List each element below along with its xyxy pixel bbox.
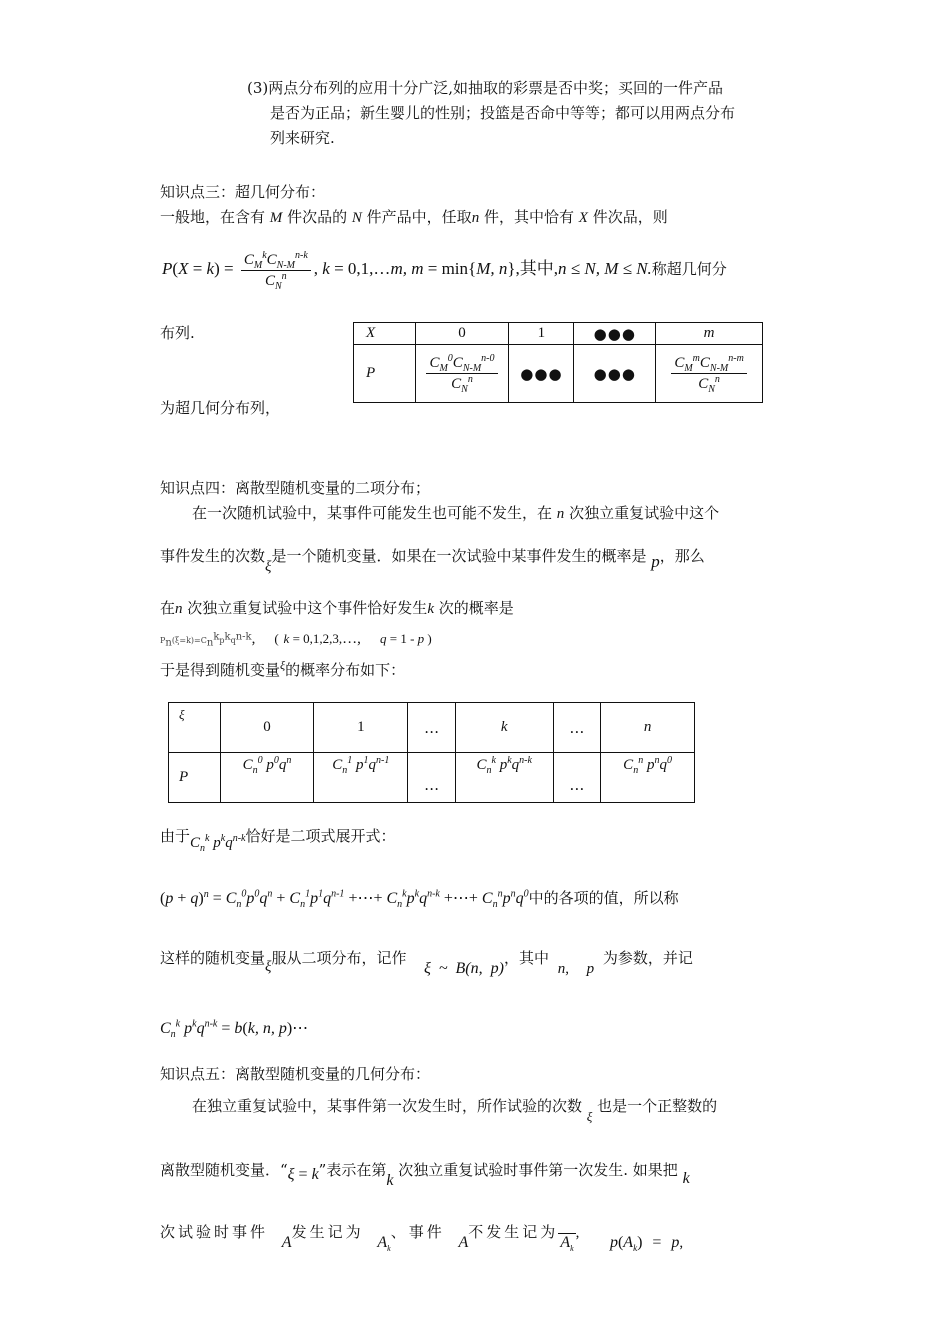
binomial-notation: $C_n^k$ $p^kq^{n-k} = b(k$, n, p)⋯ [160,1018,309,1041]
bt-pdots2: … [553,753,601,803]
ht-c1: 1 [509,323,574,345]
ht-p-dots1: ●●● [509,345,574,403]
ht-label-x: X [354,323,416,345]
kp5-p1: 在独立重复试验中，某事件第一次发生时，所作试验的次数 ξ 也是一个正整数的 [192,1097,718,1124]
kp5-p3: 次试验时事件 A发生记为 $A_k$、事件 A不发生记为$A_k$, $p(A_k) = p$, [160,1223,687,1254]
kp4-p1: 在一次随机试验中，某事件可能发生也可能不发生，在 n 次独立重复试验中这个 [192,504,720,522]
bt-hdots2: … [553,703,601,753]
bt-hn: n [601,703,695,753]
kp4-heading: 知识点四：离散型随机变量的二项分布； [160,479,431,497]
kp3-cont: 布列. [160,324,195,342]
item3-line2: 是否为正品；新生婴儿的性别；投篮是否命中等等；都可以用两点分布 [270,104,736,122]
item3-line1: (3)两点分布列的应用十分广泛,如抽取的彩票是否中奖；买回的一件产品 [247,79,724,97]
bt-hk: k [455,703,553,753]
binomial-expansion: $(p + q)^n = C_n^0p^0q^n + C_n^1p^1q^{n-1}$ +⋯+ $C_n^kp^kq^{n-k}$ +⋯+ $C_n^np^nq^0$中的各项的值，所以称 [160,888,679,911]
formula-suffix: 称超几何分 [651,260,727,278]
ht-dots-header: ●●● [574,323,656,345]
binomial-table [168,702,695,803]
kp3-heading: 知识点三：超几何分布： [160,183,326,201]
ht-pm: $\frac{C_M^mC_{N-M}^{n-m}}{C_N^n}$ [656,345,763,403]
ht-c0: 0 [415,323,509,345]
kp4-prob-formula: $P_n(\xi=k)=C_n^kp^kq^{n-k}$, ( k = 0,1,2,3,…, q = 1 - p ) [160,631,432,649]
bt-p0: $C_n^0$ $p^0q^n$ [220,753,314,803]
ht-p-dots2: ●●● [574,345,656,403]
kp4-then: 于是得到随机变量$^\xi$的概率分布如下： [160,658,406,679]
bt-label-p: P [169,753,221,803]
kp5-p2: 离散型随机变量．“ξ = k”表示在第k 次独立重复试验时事件第一次发生. 如果把 k [160,1161,690,1189]
ht-cm: m [656,323,763,345]
ht-p0: $\frac{C_M^0C_{N-M}^{n-0}}{C_N^n}$ [415,345,509,403]
ht-label-p: P [354,345,416,403]
kp4-p3: 在n 次独立重复试验中这个事件恰好发生k 次的概率是 [160,599,514,617]
bt-label-xi: ξ [169,703,221,753]
kp4-binomial-def: 这样的随机变量ξ服从二项分布，记作 ξ ~ B(n, p)，其中 n, p 为参数，并记 [160,949,693,977]
bt-pk: $C_n^k$ $p^kq^{n-k}$ [455,753,553,803]
bt-pdots1: … [408,753,456,803]
bt-h0: 0 [220,703,314,753]
kp4-p2: 事件发生的次数ξ是一个随机变量．如果在一次试验中某事件发生的概率是 p，那么 [160,547,705,575]
bt-h1: 1 [314,703,408,753]
kp3-after: 为超几何分布列， [160,399,281,417]
hypergeometric-formula: P(X = k) = $\frac{C_M^kC_{N-M}^{n-k}}{C_N^n}$ , k = 0,1,…m, m = min{M, n},其中,n ≤ N, M ≤ N.称超几何分 [162,249,727,292]
kp5-heading: 知识点五：离散型随机变量的几何分布： [160,1065,431,1083]
item3-line3: 列来研究. [270,129,335,147]
bt-p1: $C_n^1$ $p^1q^{n-1}$ [314,753,408,803]
hypergeometric-table [353,322,763,403]
bt-pn: $C_n^n$ $p^nq^0$ [601,753,695,803]
kp3-intro: 一般地，在含有 M 件次品的 N 件产品中，任取n 件，其中恰有 X 件次品，则 [160,208,668,226]
kp4-since: 由于$C_n^k$ $p^kq^{n-k}$恰好是二项式展开式： [160,827,396,854]
bt-hdots1: … [408,703,456,753]
